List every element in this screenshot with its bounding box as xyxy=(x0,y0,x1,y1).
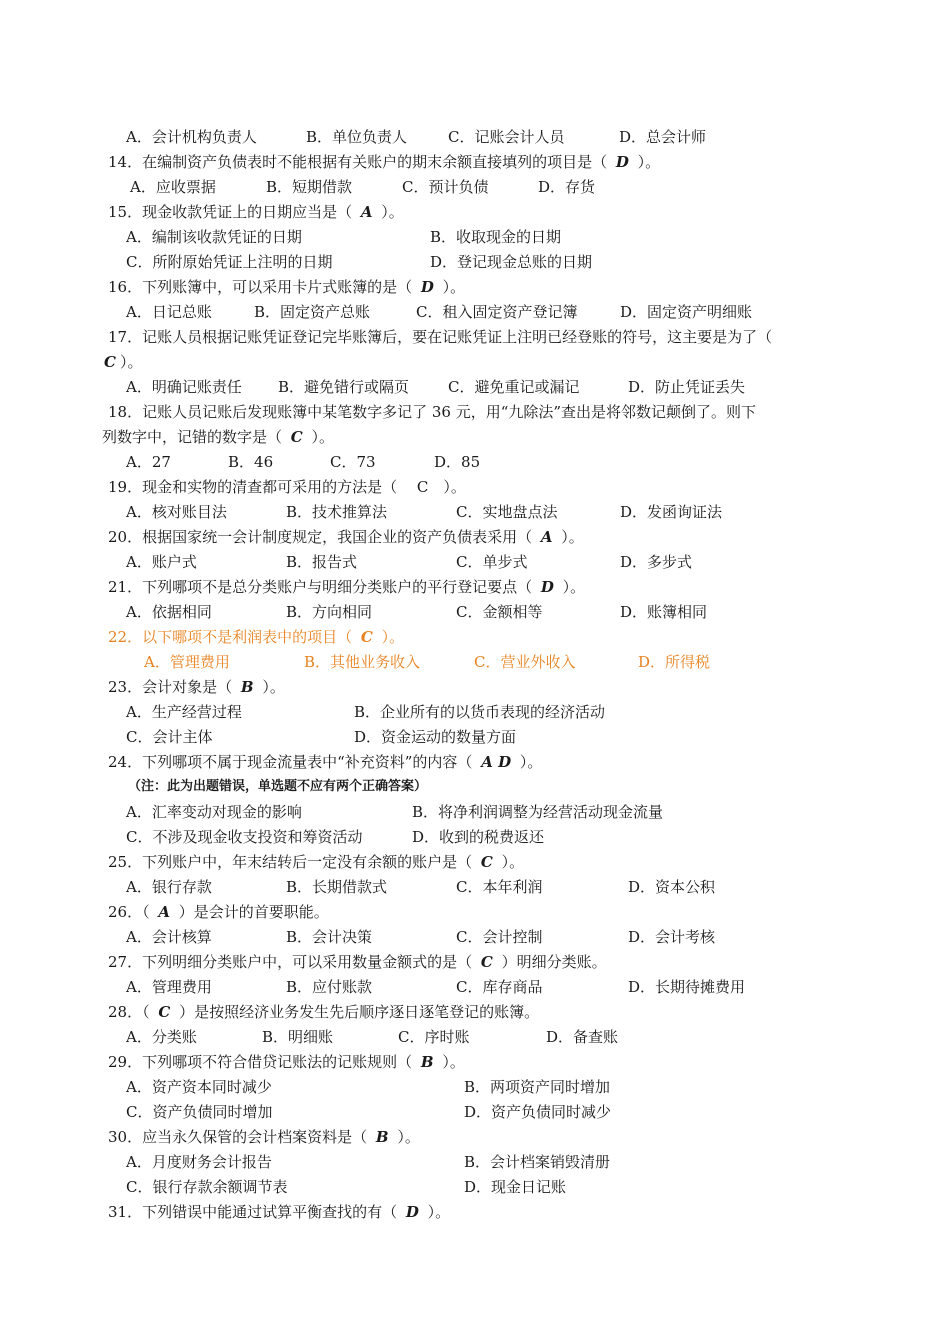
question-line xyxy=(108,202,404,222)
question-text: 14．在编制资产负债表时不能根据有关账户的期末余额直接填列的项目是（ xyxy=(108,153,612,171)
options-line xyxy=(126,452,846,472)
option-item: D．会计考核 xyxy=(628,928,716,946)
option-item: C．不涉及现金收支投资和筹资活动 xyxy=(126,828,363,846)
option-item: D．现金日记账 xyxy=(464,1178,567,1196)
option-item: A．银行存款 xyxy=(126,878,212,896)
question-line xyxy=(108,1002,539,1022)
options-line xyxy=(126,827,846,847)
question-line xyxy=(108,577,585,597)
question-text: 21．下列哪项不是总分类账户与明细分类账户的平行登记要点（ xyxy=(108,578,537,596)
answer-letter: C xyxy=(290,428,303,446)
options-line xyxy=(126,1177,846,1197)
options-line xyxy=(126,302,846,322)
note-text: （注：此为出题错误，单选题不应有两个正确答案） xyxy=(128,779,428,794)
option-item: B．固定资产总账 xyxy=(254,303,371,321)
answer-letter: D xyxy=(540,578,554,596)
option-item: A．核对账目法 xyxy=(126,503,227,521)
option-item: C．避免重记或漏记 xyxy=(448,378,580,396)
option-item: D．登记现金总账的日期 xyxy=(430,253,593,271)
option-item: A．应收票据 xyxy=(130,178,216,196)
question-line xyxy=(108,477,466,497)
question-text: 15．现金收款凭证上的日期应当是（ xyxy=(108,203,357,221)
option-item: C．会计控制 xyxy=(456,928,543,946)
question-text: 28．（ xyxy=(108,1003,155,1021)
answer-letter: C xyxy=(104,353,116,371)
question-text: 26．（ xyxy=(108,903,155,921)
option-item: A．会计核算 xyxy=(126,928,212,946)
option-item: B．避免错行或隔页 xyxy=(278,378,410,396)
question-line xyxy=(108,277,465,297)
question-suffix: ）。 xyxy=(496,853,525,871)
option-item: B．46 xyxy=(228,453,274,471)
options-line xyxy=(126,1152,846,1172)
options-line xyxy=(126,552,846,572)
question-text: 24．下列哪项不属于现金流量表中“补充资料”的内容（ xyxy=(108,753,478,771)
option-item: D．存货 xyxy=(538,178,596,196)
question-line xyxy=(108,852,524,872)
option-item: C．库存商品 xyxy=(456,978,543,996)
option-item: B．方向相同 xyxy=(286,603,373,621)
option-item: C．实地盘点法 xyxy=(456,503,558,521)
options-line xyxy=(126,702,846,722)
question-suffix: ）明细分类账。 xyxy=(496,953,607,971)
question-text: 列数字中，记错的数字是（ xyxy=(102,428,287,446)
option-item: A．管理费用 xyxy=(126,978,212,996)
option-item: C．会计主体 xyxy=(126,728,213,746)
option-item: A．分类账 xyxy=(126,1028,197,1046)
options-line xyxy=(126,1077,846,1097)
option-item: C．资产负债同时增加 xyxy=(126,1103,273,1121)
question-line xyxy=(100,352,142,372)
options-line xyxy=(126,802,846,822)
question-text: 27．下列明细分类账户中，可以采用数量金额式的是（ xyxy=(108,953,477,971)
question-line xyxy=(108,1127,420,1147)
question-line xyxy=(102,427,334,447)
question-suffix: ）。 xyxy=(557,578,586,596)
options-line xyxy=(144,652,864,672)
option-item: C．金额相等 xyxy=(456,603,543,621)
answer-letter: A xyxy=(158,903,170,921)
answer-letter: B xyxy=(240,678,254,696)
answer-letter: B xyxy=(375,1128,389,1146)
option-item: C．所附原始凭证上注明的日期 xyxy=(126,253,333,271)
question-line xyxy=(108,677,285,697)
question-suffix: ）。 xyxy=(376,628,405,646)
option-item: D．多步式 xyxy=(620,553,693,571)
option-item: A．会计机构负责人 xyxy=(126,128,257,146)
option-item: D．账簿相同 xyxy=(620,603,708,621)
options-line xyxy=(126,252,846,272)
question-text: 30．应当永久保管的会计档案资料是（ xyxy=(108,1128,372,1146)
question-suffix: ）。 xyxy=(437,1053,465,1071)
option-item: B．将净利润调整为经营活动现金流量 xyxy=(412,803,664,821)
option-item: C．租入固定资产登记簿 xyxy=(416,303,578,321)
options-line xyxy=(130,177,850,197)
option-item: B．两项资产同时增加 xyxy=(464,1078,611,1096)
option-item: D．资本公积 xyxy=(628,878,716,896)
option-item: B．长期借款式 xyxy=(286,878,388,896)
option-item: A．汇率变动对现金的影响 xyxy=(126,803,302,821)
question-text: 23．会计对象是（ xyxy=(108,678,237,696)
option-item: B．技术推算法 xyxy=(286,503,388,521)
question-text: 17．记账人员根据记账凭证登记完毕账簿后，要在记账凭证上注明已经登账的符号，这主要是为了（ xyxy=(108,328,773,346)
option-item: B．应付账款 xyxy=(286,978,373,996)
option-item: A．资产资本同时减少 xyxy=(126,1078,272,1096)
answer-letter: C xyxy=(158,1003,171,1021)
question-line xyxy=(108,327,772,347)
question-text: 29．下列哪项不符合借贷记账法的记账规则（ xyxy=(108,1053,417,1071)
option-item: A．账户式 xyxy=(126,553,197,571)
option-item: D．所得税 xyxy=(638,653,711,671)
option-item: A．管理费用 xyxy=(144,653,230,671)
answer-letter: C xyxy=(480,953,493,971)
option-item: B．明细账 xyxy=(262,1028,334,1046)
question-suffix: ）。 xyxy=(632,153,661,171)
options-line xyxy=(126,927,846,947)
question-suffix: ）。 xyxy=(392,1128,420,1146)
option-item: D．总会计师 xyxy=(619,128,707,146)
option-item: B．会计决策 xyxy=(286,928,373,946)
options-line xyxy=(126,377,846,397)
option-item: D．资产负债同时减少 xyxy=(464,1103,612,1121)
option-item: D．长期待摊费用 xyxy=(628,978,746,996)
question-suffix: ）。 xyxy=(119,353,143,371)
option-item: D．防止凭证丢失 xyxy=(628,378,746,396)
answer-letter: B xyxy=(420,1053,434,1071)
option-item: B．其他业务收入 xyxy=(304,653,421,671)
option-item: D．发函询证法 xyxy=(620,503,723,521)
options-line xyxy=(126,127,846,147)
question-text: 22．以下哪项不是利润表中的项目（ xyxy=(108,628,357,646)
option-item: A．依据相同 xyxy=(126,603,212,621)
option-item: A．生产经营过程 xyxy=(126,703,242,721)
options-line xyxy=(126,227,846,247)
option-item: B．单位负责人 xyxy=(306,128,408,146)
options-line xyxy=(126,1027,846,1047)
answer-letter: D xyxy=(405,1203,419,1221)
question-text: 16．下列账簿中，可以采用卡片式账簿的是（ xyxy=(108,278,417,296)
question-line xyxy=(108,152,660,172)
options-line xyxy=(126,977,846,997)
option-item: A．27 xyxy=(126,453,171,471)
question-suffix: ）是按照经济业务发生先后顺序逐日逐笔登记的账簿。 xyxy=(174,1003,540,1021)
option-item: C．单步式 xyxy=(456,553,528,571)
question-suffix: ）。 xyxy=(556,528,584,546)
option-item: C．本年利润 xyxy=(456,878,543,896)
option-item: B．企业所有的以货币表现的经济活动 xyxy=(354,703,606,721)
option-item: D．资金运动的数量方面 xyxy=(354,728,517,746)
option-item: B．报告式 xyxy=(286,553,358,571)
option-item: B．收取现金的日期 xyxy=(430,228,562,246)
option-item: D．备查账 xyxy=(546,1028,619,1046)
question-line xyxy=(108,1052,465,1072)
option-item: A．月度财务会计报告 xyxy=(126,1153,272,1171)
question-line xyxy=(108,902,329,922)
option-item: C．预计负债 xyxy=(402,178,489,196)
answer-letter: C xyxy=(480,853,493,871)
option-item: D．收到的税费返还 xyxy=(412,828,545,846)
question-text: 20．根据国家统一会计制度规定，我国企业的资产负债表采用（ xyxy=(108,528,537,546)
question-text: 19．现金和实物的清查都可采用的方法是（ C ）。 xyxy=(108,478,466,496)
option-item: A．明确记账责任 xyxy=(126,378,242,396)
options-line xyxy=(126,877,846,897)
option-item: B．短期借款 xyxy=(266,178,353,196)
answer-letter: C xyxy=(360,628,373,646)
option-item: C．序时账 xyxy=(398,1028,470,1046)
question-suffix: ）。 xyxy=(376,203,404,221)
question-line xyxy=(108,402,756,422)
answer-letter: A xyxy=(360,203,373,221)
options-line xyxy=(126,602,846,622)
question-suffix: ）是会计的首要职能。 xyxy=(174,903,329,921)
question-suffix: ）。 xyxy=(422,1203,451,1221)
question-line xyxy=(108,752,542,772)
option-item: C．营业外收入 xyxy=(474,653,576,671)
answer-letter: A D xyxy=(481,753,512,771)
option-item: B．会计档案销毁清册 xyxy=(464,1153,611,1171)
options-line xyxy=(126,502,846,522)
option-item: C．银行存款余额调节表 xyxy=(126,1178,288,1196)
options-line xyxy=(126,1102,846,1122)
option-item: A．日记总账 xyxy=(126,303,212,321)
question-line xyxy=(108,952,607,972)
answer-letter: D xyxy=(615,153,629,171)
option-item: D．85 xyxy=(434,453,481,471)
question-suffix: ）。 xyxy=(437,278,466,296)
option-item: A．编制该收款凭证的日期 xyxy=(126,228,302,246)
question-line xyxy=(108,527,584,547)
answer-letter: D xyxy=(420,278,434,296)
question-suffix: ）。 xyxy=(515,753,543,771)
answer-letter: A xyxy=(540,528,553,546)
question-text: 31．下列错误中能通过试算平衡查找的有（ xyxy=(108,1203,402,1221)
option-item: D．固定资产明细账 xyxy=(620,303,753,321)
options-line xyxy=(126,727,846,747)
question-suffix: ）。 xyxy=(306,428,335,446)
option-item: C．73 xyxy=(330,453,376,471)
question-line xyxy=(108,627,404,647)
question-text: 18．记账人员记账后发现账簿中某笔数字多记了 36 元，用“九除法”查出是将邻数记颠倒了。则下 xyxy=(108,403,757,421)
question-line xyxy=(108,1202,450,1222)
question-text: 25．下列账户中，年末结转后一定没有余额的账户是（ xyxy=(108,853,477,871)
question-suffix: ）。 xyxy=(257,678,285,696)
option-item: C．记账会计人员 xyxy=(448,128,565,146)
